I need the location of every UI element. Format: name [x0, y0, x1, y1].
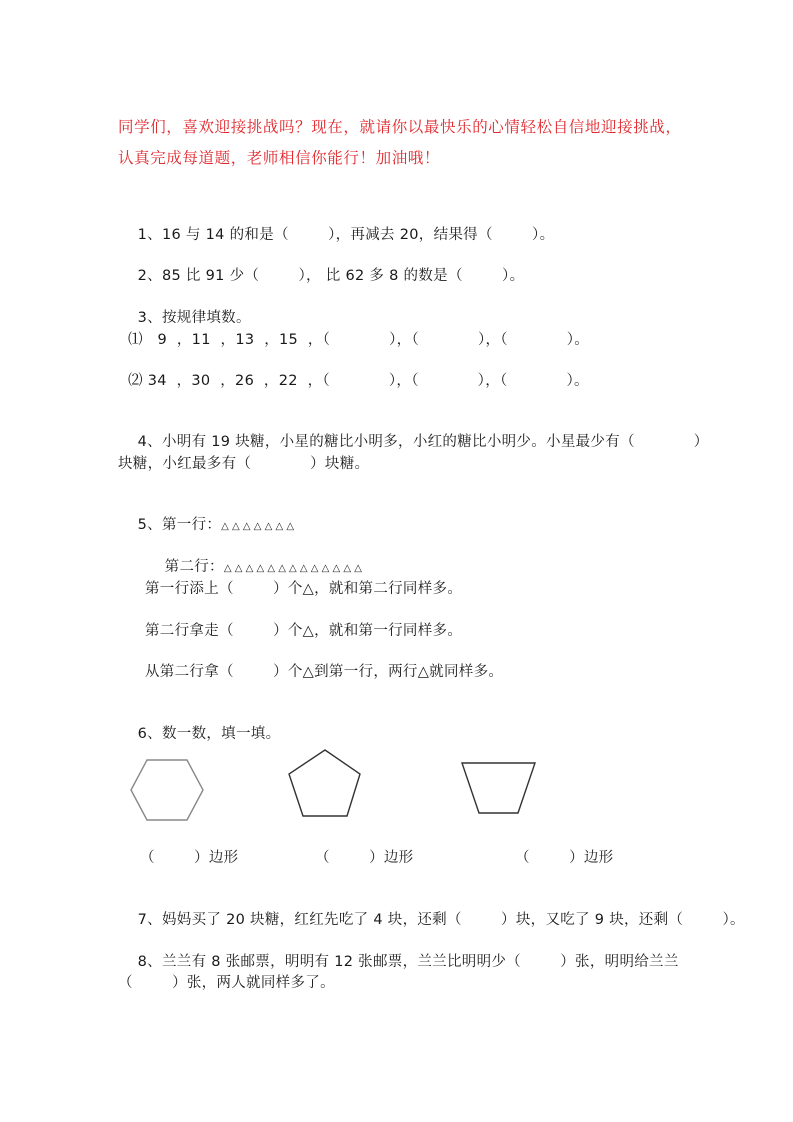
pentagon-answer: （ ）边形: [315, 850, 414, 866]
question-number: 6、: [137, 726, 162, 742]
question-text: 兰兰有 8 张邮票，明明有 12 张邮票，兰兰比明明少（ ）张，明明给兰兰: [161, 954, 679, 970]
intro-line-1: 同学们，喜欢迎接挑战吗？现在，就请你以最快乐的心情轻松自信地迎接挑战，: [118, 118, 682, 136]
sequence-row-2: ⑵ 34 ，30 ，26 ，22 ，（ ），（ ），（ ）。: [128, 373, 589, 389]
triangle-icons-row-2: △ △ △ △ △ △ △ △ △ △ △ △ △: [223, 563, 362, 574]
sequence-row-1: ⑴ 9 ，11 ，13 ，15 ，（ ），（ ），（ ）。: [128, 332, 590, 348]
question-5-sub-2: 第二行拿走（ ）个△，就和第一行同样多。: [145, 623, 463, 639]
question-5-sub-3: 从第二行拿（ ）个△到第一行，两行△就同样多。: [145, 664, 504, 680]
question-title: 按规律填数。: [161, 310, 251, 326]
row-label: 第二行：: [164, 559, 224, 575]
question-text: 小明有 19 块糖，小星的糖比小明多，小红的糖比小明少。小星最少有（ ）: [161, 434, 709, 450]
question-number: 3、: [137, 310, 162, 326]
row-label: 第一行：: [161, 517, 222, 533]
pentagon-shape: [287, 748, 363, 820]
question-number: 8、: [137, 954, 162, 970]
intro-line-2: 认真完成每道题，老师相信你能行！加油哦！: [118, 149, 441, 167]
question-number: 7、: [137, 912, 162, 928]
question-6: [118, 704, 280, 764]
triangle-icons-row-1: △ △ △ △ △ △ △: [221, 521, 295, 532]
question-text: 85 比 91 少（ ）， 比 62 多 8 的数是（ ）。: [161, 268, 525, 284]
question-8-line-2: （ ）张，两人就同样多了。: [118, 975, 335, 991]
question-text: 16 与 14 的和是（ ），再减去 20，结果得（ ）。: [161, 227, 555, 243]
question-text: 妈妈买了 20 块糖，红红先吃了 4 块，还剩（ ）块，又吃了 9 块，还剩（ ）。: [161, 912, 745, 928]
hexagon-shape: [128, 757, 206, 823]
question-5-sub-1: 第一行添上（ ）个△，就和第二行同样多。: [145, 581, 463, 597]
question-title: 数一数，填一填。: [161, 726, 281, 742]
question-number: 1、: [137, 227, 162, 243]
hexagon-answer: （ ）边形: [140, 850, 239, 866]
question-4-line-2: 块糖，小红最多有（ ）块糖。: [118, 456, 370, 472]
question-number: 2、: [137, 268, 162, 284]
question-number: 5、: [137, 517, 162, 533]
trapezoid-answer: （ ）边形: [515, 850, 614, 866]
question-number: 4、: [137, 434, 162, 450]
trapezoid-shape: [460, 760, 538, 816]
